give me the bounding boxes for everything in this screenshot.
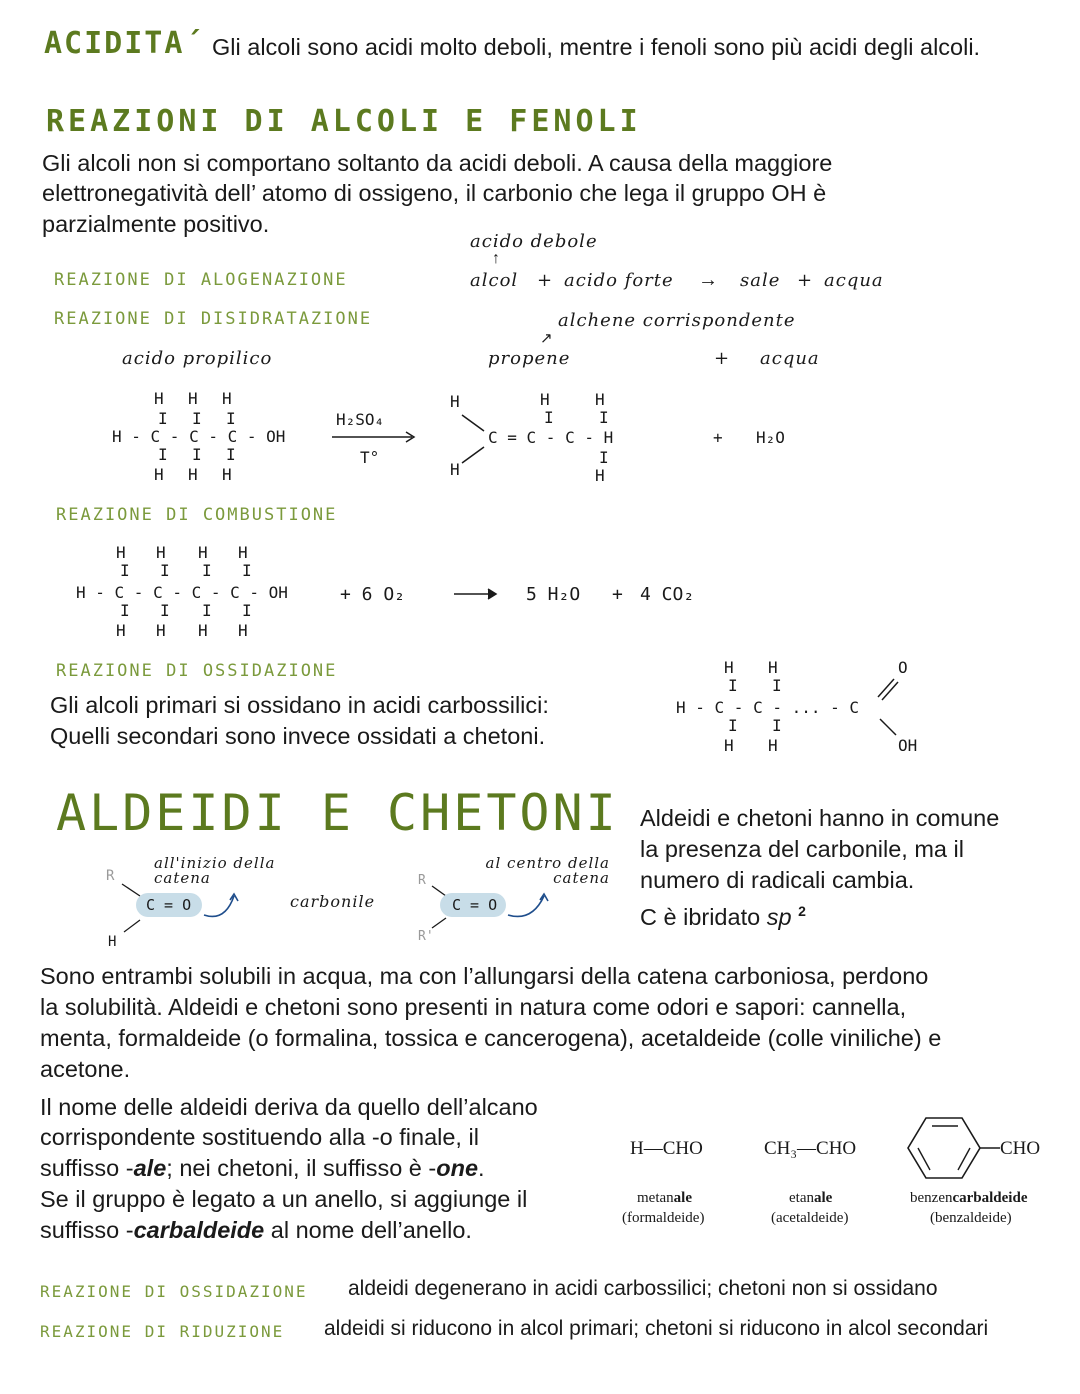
svg-text:I: I bbox=[158, 409, 168, 428]
aldeidi-riduzione-label: REAZIONE DI RIDUZIONE bbox=[40, 1322, 285, 1341]
example-name-metanale bbox=[637, 1190, 692, 1207]
name-root: benzen bbox=[910, 1190, 953, 1206]
svg-text:I: I bbox=[158, 445, 168, 464]
propene-structure bbox=[440, 385, 680, 490]
plus-sign: + bbox=[714, 348, 731, 369]
svg-text:H: H bbox=[768, 736, 778, 755]
svg-text:I: I bbox=[192, 445, 202, 464]
svg-text:I: I bbox=[120, 561, 130, 580]
aldeidi-paragraph-1: Sono entrambi solubili in acqua, ma con l’allungarsi della catena carboniosa, perdono bbox=[40, 963, 929, 989]
svg-text:C = O: C = O bbox=[146, 896, 192, 914]
svg-text:I: I bbox=[160, 561, 170, 580]
svg-text:I: I bbox=[242, 601, 252, 620]
plus-sign: + bbox=[537, 270, 554, 291]
svg-text:C = O: C = O bbox=[452, 896, 498, 914]
sp-label: sp bbox=[766, 903, 792, 930]
ibridato-label: C è ibridato bbox=[640, 903, 767, 930]
naming-line-4: Se il gruppo è legato a un anello, si aggiunge il bbox=[40, 1186, 528, 1212]
svg-text:H: H bbox=[238, 621, 248, 640]
aldeide-note: all'inizio della catena bbox=[154, 854, 276, 887]
svg-text:H: H bbox=[154, 389, 164, 408]
water-product: 5 H₂O bbox=[526, 584, 581, 605]
name-suffix: ale bbox=[813, 1190, 833, 1206]
svg-text:H: H bbox=[222, 465, 232, 484]
example-name-etanale bbox=[789, 1190, 832, 1207]
reaction-arrow-icon: → bbox=[698, 269, 718, 291]
acido-debole-note: acido debole bbox=[470, 231, 598, 252]
acidita-title: ACIDITA´ bbox=[44, 26, 205, 61]
svg-text:I: I bbox=[226, 445, 236, 464]
naming-line-2: corrispondente sostituendo alla -o finale, il bbox=[40, 1124, 479, 1150]
reazioni-intro-2: elettronegatività dell’ atomo di ossigeno, il carbonio che lega il gruppo OH è bbox=[42, 180, 827, 206]
example-common-benzaldeide: (benzaldeide) bbox=[930, 1210, 1012, 1226]
svg-text:H: H bbox=[156, 543, 166, 562]
aldeidi-paragraph-3: menta, formaldeide (o formalina, tossica e cancerogena), acetaldeide (colle viniliche) e bbox=[40, 1025, 942, 1051]
naming-text: suffisso - bbox=[40, 1155, 134, 1181]
combustion-arrow-icon bbox=[452, 587, 502, 601]
suffix-ale: ale bbox=[133, 1155, 167, 1181]
name-root: metan bbox=[637, 1190, 674, 1206]
svg-text:I: I bbox=[772, 676, 782, 695]
svg-text:C = C - C - H: C = C - C - H bbox=[488, 428, 614, 447]
svg-text:H: H bbox=[188, 465, 198, 484]
carbonile-label: carbonile bbox=[290, 892, 376, 911]
aldeidi-riduzione-text: aldeidi si riducono in alcol primari; chetoni si riducono in alcol secondari bbox=[324, 1317, 989, 1340]
svg-text:I: I bbox=[120, 601, 130, 620]
butanol-structure bbox=[70, 540, 350, 640]
propene-name: propene bbox=[488, 348, 571, 369]
example-formula-metanale: H—CHO bbox=[630, 1138, 703, 1159]
svg-text:H: H bbox=[595, 390, 605, 409]
svg-text:H: H bbox=[108, 934, 117, 950]
svg-text:R': R' bbox=[418, 929, 434, 944]
aldeidi-ossidazione-text: aldeidi degenerano in acidi carbossilici; chetoni non si ossidano bbox=[348, 1277, 938, 1300]
chetone-note: al centro della catena bbox=[485, 854, 610, 887]
svg-text:H: H bbox=[188, 389, 198, 408]
svg-text:H: H bbox=[450, 392, 460, 411]
svg-text:H: H bbox=[595, 466, 605, 485]
aldeidi-paragraph-4: acetone. bbox=[40, 1056, 131, 1082]
temperature-label: T° bbox=[360, 448, 380, 467]
co2-product: 4 CO₂ bbox=[640, 584, 695, 605]
acido-propilico-name: acido propilico bbox=[122, 348, 273, 369]
svg-text:R: R bbox=[106, 868, 115, 884]
curved-arrow-icon: ↗ bbox=[540, 330, 553, 347]
acido-forte-word: acido forte bbox=[564, 270, 674, 291]
svg-text:H: H bbox=[222, 389, 232, 408]
example-formula-etanale: CH₃—CHO bbox=[764, 1138, 857, 1159]
dehydration-arrow-icon bbox=[330, 430, 420, 444]
name-suffix: carbaldeide bbox=[952, 1190, 1028, 1206]
svg-text:H - C - C - C - OH: H - C - C - C - OH bbox=[112, 427, 286, 446]
svg-text:I: I bbox=[160, 601, 170, 620]
naming-line-3 bbox=[40, 1153, 485, 1184]
svg-text:I: I bbox=[202, 601, 212, 620]
plus-sign: + bbox=[797, 270, 814, 291]
chetone-carbonyl-structure bbox=[410, 860, 570, 950]
alogenazione-label: REAZIONE DI ALOGENAZIONE bbox=[54, 270, 348, 290]
example-common-formaldeide: (formaldeide) bbox=[622, 1210, 705, 1226]
svg-text:H: H bbox=[724, 658, 734, 677]
acidita-text: Gli alcoli sono acidi molto deboli, mentre i fenoli sono più acidi degli alcoli. bbox=[212, 34, 981, 60]
combustione-label: REAZIONE DI COMBUSTIONE bbox=[56, 505, 338, 525]
catalyst-label: H₂SO₄ bbox=[336, 410, 385, 429]
sale-word: sale bbox=[740, 270, 781, 291]
reazioni-title: REAZIONI DI ALCOLI E FENOLI bbox=[46, 104, 642, 139]
benzene-ring-icon bbox=[904, 1114, 1004, 1182]
oxygen-reactant: + 6 O₂ bbox=[340, 584, 406, 605]
suffix-carbaldeide: carbaldeide bbox=[133, 1217, 265, 1243]
svg-text:I: I bbox=[242, 561, 252, 580]
acqua-name: acqua bbox=[760, 348, 820, 369]
svg-text:O: O bbox=[898, 658, 908, 677]
svg-text:I: I bbox=[599, 448, 609, 467]
alcol-word: alcol bbox=[470, 270, 519, 291]
svg-text:H: H bbox=[238, 543, 248, 562]
aldeidi-ossidazione-label: REAZIONE DI OSSIDAZIONE bbox=[40, 1282, 308, 1301]
naming-text: ; nei chetoni, il suffisso è - bbox=[166, 1155, 437, 1181]
svg-text:I: I bbox=[192, 409, 202, 428]
carboxylic-acid-structure bbox=[670, 655, 940, 760]
svg-text:I: I bbox=[202, 561, 212, 580]
aldeidi-side-2: la presenza del carbonile, ma il bbox=[640, 836, 964, 862]
plus-sign: + bbox=[713, 428, 723, 447]
ibridazione-text bbox=[640, 896, 806, 933]
svg-text:H: H bbox=[724, 736, 734, 755]
aldeide-carbonyl-structure bbox=[100, 860, 300, 955]
svg-text:H: H bbox=[768, 658, 778, 677]
aldeidi-side-3: numero di radicali cambia. bbox=[640, 867, 915, 893]
naming-text: . bbox=[478, 1155, 485, 1181]
svg-text:H: H bbox=[450, 460, 460, 479]
svg-text:H: H bbox=[156, 621, 166, 640]
svg-text:I: I bbox=[772, 716, 782, 735]
acqua-word: acqua bbox=[824, 270, 884, 291]
naming-line-5 bbox=[40, 1215, 472, 1246]
plus-sign: + bbox=[612, 584, 623, 605]
example-name-benzencarbaldeide bbox=[910, 1190, 1027, 1207]
naming-line-1: Il nome delle aldeidi deriva da quello dell’alcano bbox=[40, 1094, 538, 1120]
example-formula-benzencarbaldeide: CHO bbox=[1000, 1138, 1041, 1159]
svg-text:H: H bbox=[198, 543, 208, 562]
water-formula: H₂O bbox=[756, 428, 785, 447]
svg-text:I: I bbox=[728, 676, 738, 695]
reazioni-intro-1: Gli alcoli non si comportano soltanto da acidi deboli. A causa della maggiore bbox=[42, 150, 833, 176]
svg-text:H: H bbox=[540, 390, 550, 409]
svg-text:H: H bbox=[154, 465, 164, 484]
sp-exponent: 2 bbox=[798, 903, 806, 919]
svg-text:OH: OH bbox=[898, 736, 918, 755]
svg-text:I: I bbox=[599, 408, 609, 427]
svg-text:I: I bbox=[544, 408, 554, 427]
ossidazione-line-2: Quelli secondari sono invece ossidati a chetoni. bbox=[50, 723, 546, 749]
up-arrow-icon: ↑ bbox=[492, 250, 500, 267]
svg-text:I: I bbox=[728, 716, 738, 735]
naming-text: al nome dell’anello. bbox=[264, 1217, 472, 1243]
aldeidi-paragraph-2: la solubilità. Aldeidi e chetoni sono presenti in natura come odori e sapori: cannella, bbox=[40, 994, 907, 1020]
reazioni-intro-3: parzialmente positivo. bbox=[42, 211, 270, 237]
example-common-acetaldeide: (acetaldeide) bbox=[771, 1210, 849, 1226]
name-suffix: ale bbox=[673, 1190, 692, 1206]
svg-text:R: R bbox=[418, 873, 426, 888]
svg-text:H - C - C - ... - C: H - C - C - ... - C bbox=[676, 698, 860, 717]
svg-text:I: I bbox=[226, 409, 236, 428]
naming-text: suffisso - bbox=[40, 1217, 134, 1243]
name-root: etan bbox=[789, 1190, 814, 1206]
aldeidi-side-1: Aldeidi e chetoni hanno in comune bbox=[640, 805, 1000, 831]
svg-text:H: H bbox=[198, 621, 208, 640]
ossidazione-line-1: Gli alcoli primari si ossidano in acidi carbossilici: bbox=[50, 692, 549, 718]
aldeidi-title: ALDEIDI E CHETONI bbox=[56, 784, 619, 842]
disidratazione-label: REAZIONE DI DISIDRATAZIONE bbox=[54, 309, 373, 329]
alchene-note: alchene corrispondente bbox=[558, 310, 796, 331]
suffix-one: one bbox=[436, 1155, 479, 1181]
ossidazione-label: REAZIONE DI OSSIDAZIONE bbox=[56, 661, 338, 681]
svg-text:H: H bbox=[116, 621, 126, 640]
svg-text:H - C - C - C - C - OH: H - C - C - C - C - OH bbox=[76, 583, 288, 602]
svg-text:H: H bbox=[116, 543, 126, 562]
